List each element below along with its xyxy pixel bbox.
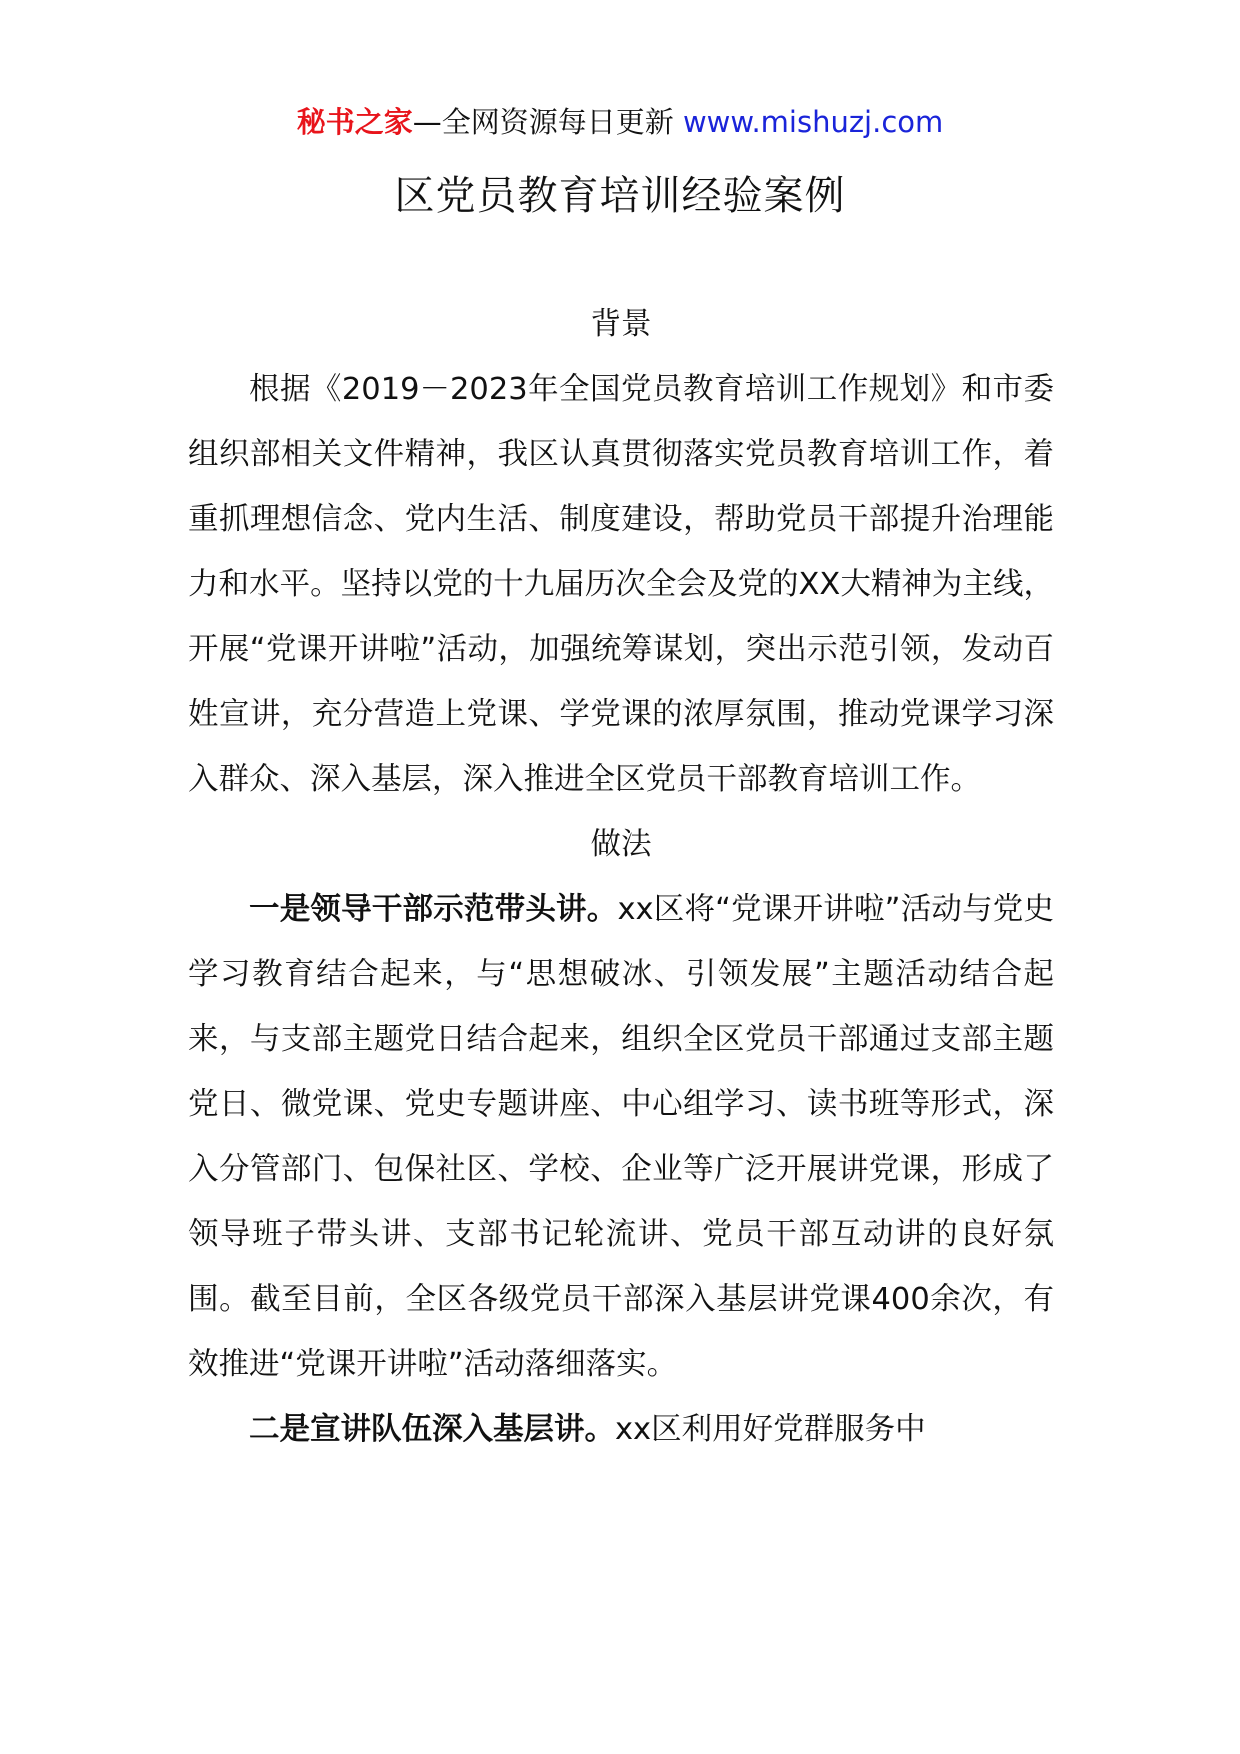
paragraph-lead: 一是领导干部示范带头讲。 [249, 892, 618, 927]
section-heading-practices: 做法 [590, 827, 652, 862]
site-header [0, 102, 1240, 142]
header-tagline: —全网资源每日更新 [412, 105, 674, 139]
paragraph [188, 877, 1054, 1397]
paragraph [188, 1397, 1054, 1462]
brand-name: 秘书之家 [296, 105, 413, 139]
paragraph-text: xx区将“党课开讲啦”活动与党史学习教育结合起来，与“思想破冰、引领发展”主题活动结合起来，与支部主题党日结合起来，组织全区党员干部通过支部主题党日、微党课、党史专题讲座、中心组学习、读书班等形式，深入分管部门、包保社区、学校、企业等广泛开展讲党课，形成了领导班子带头讲、支部书记轮流讲、党员干部互动讲的良好氛围。截至目前，全区各级党员干部深入基层讲党课400余次，有效推进“党课开讲啦”活动落细落实。 [188, 892, 1055, 1382]
document-title: 区党员教育培训经验案例 [394, 173, 846, 219]
document-body [188, 292, 1054, 1462]
paragraph-lead: 二是宣讲队伍深入基层讲。 [249, 1412, 615, 1447]
paragraph-text: 根据《2019－2023年全国党员教育培训工作规划》和市委组织部相关文件精神，我区认真贯彻落实党员教育培训工作，着重抓理想信念、党内生活、制度建设，帮助党员干部提升治理能力和水平。坚持以党的十九届历次全会及党的XX大精神为主线，开展“党课开讲啦”活动，加强统筹谋划，突出示范引领，发动百姓宣讲，充分营造上党课、学党课的浓厚氛围，推动党课学习深入群众、深入基层，深入推进全区党员干部教育培训工作。 [188, 372, 1054, 797]
site-url-link[interactable]: www.mishuzj.com [682, 105, 944, 139]
paragraph-text: xx区利用好党群服务中 [615, 1412, 926, 1447]
paragraph [188, 357, 1054, 812]
section-heading-background: 背景 [590, 307, 652, 342]
